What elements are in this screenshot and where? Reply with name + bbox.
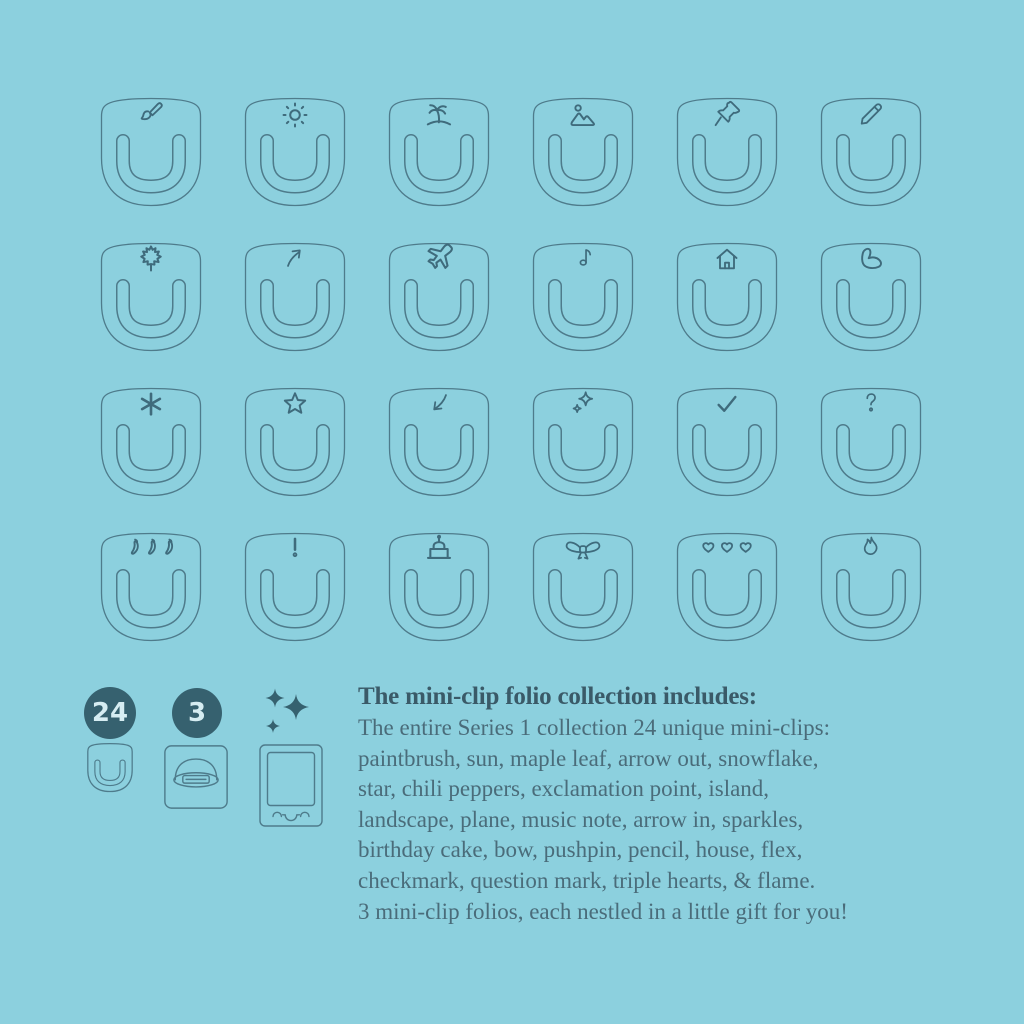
collection-description-line: The entire Series 1 collection 24 unique mini-clips:	[358, 715, 831, 740]
paintbrush-icon	[136, 99, 166, 129]
pushpin-icon	[712, 99, 742, 129]
mini-clip-sparkles	[525, 385, 641, 503]
plane-icon	[423, 243, 456, 276]
collection-description-line: 3 mini-clip folios, each nestled in a little gift for you!	[358, 898, 848, 924]
bow-icon	[560, 536, 607, 562]
mini-clip-paintbrush	[93, 95, 209, 213]
mini-clip-house	[669, 240, 785, 358]
sparkles-icon	[569, 389, 597, 417]
mini-clip-sun	[237, 95, 353, 213]
sparkles-badge-icon	[262, 687, 312, 740]
mini-clip-flex	[813, 240, 929, 358]
folio-icon	[163, 744, 229, 815]
mini-clip-triple-hearts	[669, 530, 785, 648]
mini-clip-flame	[813, 530, 929, 648]
mini-clip-question-mark	[813, 385, 929, 503]
chili-peppers-icon	[125, 538, 177, 559]
mini-clip-bow	[525, 530, 641, 648]
mini-clip-grid	[93, 95, 929, 648]
mini-clip-exclamation-point	[237, 530, 353, 648]
mini-clip-pencil	[813, 95, 929, 213]
flex-icon	[856, 244, 887, 275]
triple-hearts-icon	[699, 539, 755, 558]
exclamation-point-icon	[281, 534, 309, 562]
collection-description-line: birthday cake, bow, pushpin, pencil, house, flex,	[358, 837, 803, 863]
island-icon	[423, 98, 455, 130]
mini-clip-landscape	[525, 95, 641, 213]
mini-clip-maple-leaf	[93, 240, 209, 358]
question-mark-icon	[858, 389, 885, 416]
mini-clip-icon	[84, 742, 136, 795]
gift-box-icon	[258, 743, 324, 833]
mini-clip-snowflake	[93, 385, 209, 503]
collection-description-line: paintbrush, sun, maple leaf, arrow out, snowflake,	[358, 745, 819, 771]
collection-description-line: star, chili peppers, exclamation point, island,	[358, 776, 770, 802]
legend	[84, 686, 374, 836]
mini-clip-music-note	[525, 240, 641, 358]
clip-count-badge: 24	[84, 687, 136, 739]
arrow-in-icon	[425, 389, 453, 417]
mini-clip-pushpin	[669, 95, 785, 213]
folio-count-badge: 3	[172, 688, 222, 738]
collection-title: The mini-clip folio collection includes:	[358, 683, 757, 710]
birthday-cake-icon	[423, 534, 456, 567]
mini-clip-star	[237, 385, 353, 503]
landscape-icon	[567, 100, 600, 131]
collection-description-line: checkmark, question mark, triple hearts, & flame.	[358, 867, 816, 893]
mini-clip-birthday-cake	[381, 530, 497, 648]
music-note-icon	[570, 244, 597, 271]
mini-clip-checkmark	[669, 385, 785, 503]
mini-clip-arrow-out	[237, 240, 353, 358]
star-icon	[280, 389, 311, 420]
collection-description-line: landscape, plane, music note, arrow in, sparkles,	[358, 806, 804, 832]
snowflake-icon	[136, 389, 166, 419]
flame-icon	[858, 534, 885, 561]
arrow-out-icon	[281, 244, 309, 272]
mini-clip-chili-peppers	[93, 530, 209, 648]
mini-clip-island	[381, 95, 497, 213]
mini-clip-plane	[381, 240, 497, 358]
checkmark-icon	[712, 389, 742, 419]
house-icon	[712, 244, 742, 274]
sun-icon	[279, 99, 311, 131]
caption	[358, 681, 848, 927]
maple-leaf-icon	[135, 243, 167, 275]
pencil-icon	[857, 99, 886, 128]
mini-clip-arrow-in	[381, 385, 497, 503]
clip-outline	[84, 742, 136, 795]
